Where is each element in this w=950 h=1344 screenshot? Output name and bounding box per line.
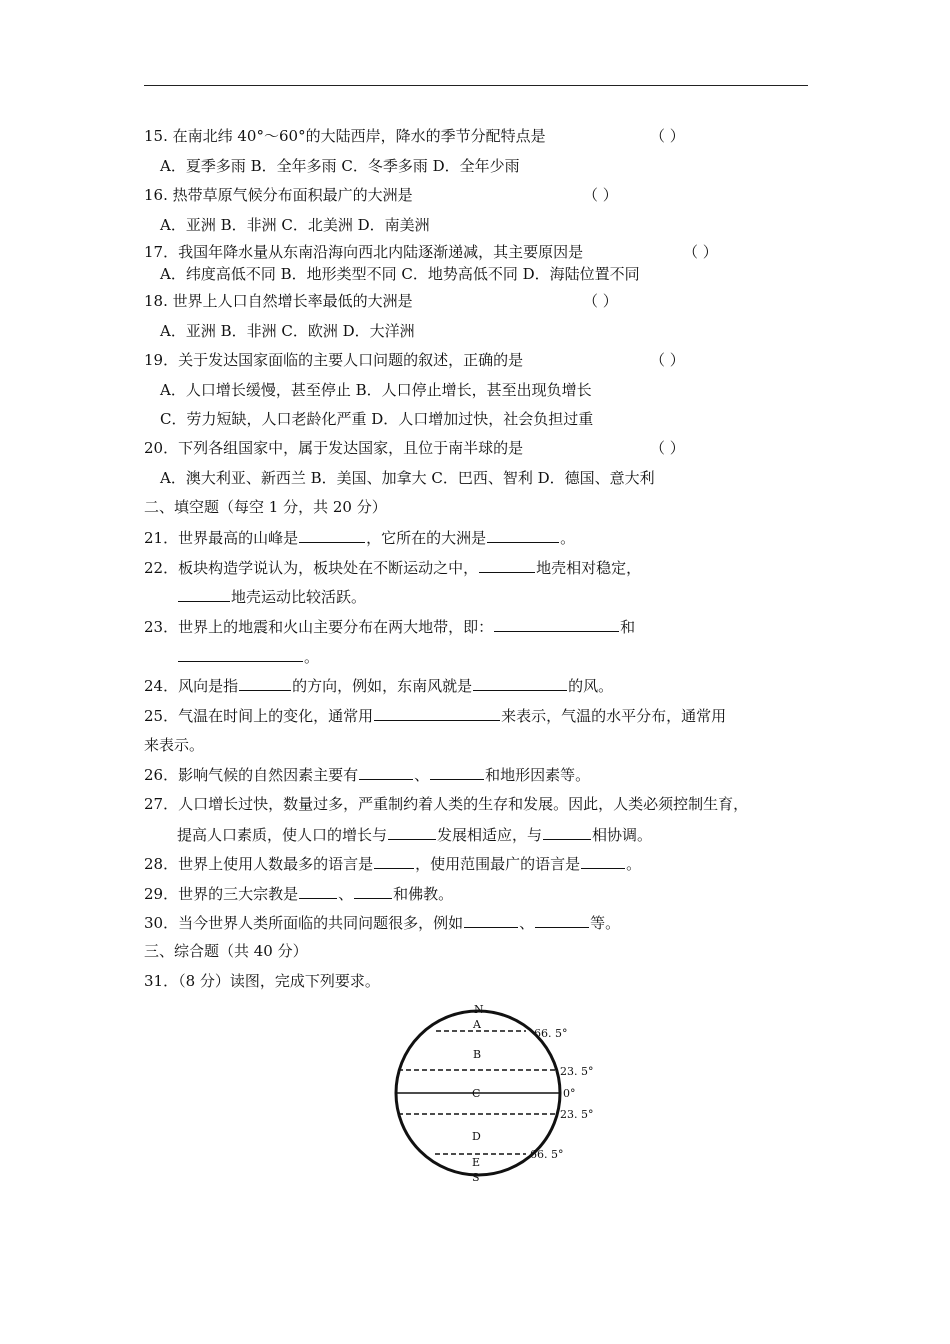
question-20-options: A．澳大利亚、新西兰 B．美国、加拿大 C．巴西、智利 D．德国、意大利 (160, 469, 655, 487)
blank[interactable] (473, 675, 567, 691)
question-31: 31．（8 分）读图，完成下列要求。 (144, 972, 380, 990)
answer-paren-15: （ ） (650, 127, 685, 145)
blank[interactable] (430, 764, 484, 780)
lat-label-66-5-n: 66. 5° (534, 1027, 568, 1040)
question-30: 30．当今世界人类所面临的共同问题很多，例如 、 等。 (144, 914, 621, 932)
blank[interactable] (374, 705, 500, 721)
question-21: 21．世界最高的山峰是 ，它所在的大洲是 。 (144, 529, 576, 547)
question-29: 29．世界的三大宗教是 、 和佛教。 (144, 885, 454, 903)
question-16-options: A．亚洲 B．非洲 C．北美洲 D．南美洲 (160, 216, 430, 234)
blank[interactable] (487, 527, 559, 543)
question-23-cont: 。 (177, 646, 319, 667)
blank[interactable] (299, 883, 337, 899)
question-16-stem: 16. 热带草原气候分布面积最广的大洲是 (144, 186, 413, 204)
question-18-options: A．亚洲 B．非洲 C．欧洲 D．大洋洲 (160, 322, 415, 340)
globe-latitude-diagram (380, 1000, 620, 1190)
blank[interactable] (374, 853, 414, 869)
question-28: 28．世界上使用人数最多的语言是 ，使用范围最广的语言是 。 (144, 855, 642, 873)
section-3-title: 三、综合题（共 40 分） (144, 942, 308, 960)
question-27: 27．人口增长过快，数量过多，严重制约着人类的生存和发展。因此，人类必须控制生育， (144, 795, 749, 813)
question-18-stem: 18. 世界上人口自然增长率最低的大洲是 (144, 292, 413, 310)
zone-c-label: C (472, 1087, 481, 1100)
lat-label-66-5-s: 66. 5° (530, 1148, 564, 1161)
question-19-stem: 19．关于发达国家面临的主要人口问题的叙述，正确的是 (144, 351, 524, 369)
blank[interactable] (178, 586, 230, 602)
zone-e-label: E (472, 1156, 481, 1169)
zone-a-label: A (473, 1018, 481, 1031)
question-24: 24．风向是指 的方向，例如，东南风就是 的风。 (144, 677, 614, 695)
blank[interactable] (299, 527, 365, 543)
zone-b-label: B (473, 1048, 482, 1061)
question-26: 26．影响气候的自然因素主要有 、 和地形因素等。 (144, 766, 591, 784)
answer-paren-16: （ ） (583, 186, 618, 204)
question-19-options-ab: A．人口增长缓慢，甚至停止 B．人口停止增长，甚至出现负增长 (160, 381, 592, 399)
header-rule (144, 85, 808, 86)
question-17-options: A．纬度高低不同 B．地形类型不同 C．地势高低不同 D．海陆位置不同 (160, 265, 640, 283)
blank[interactable] (354, 883, 392, 899)
question-20-stem: 20．下列各组国家中，属于发达国家，且位于南半球的是 (144, 439, 524, 457)
answer-paren-20: （ ） (650, 439, 685, 457)
blank[interactable] (464, 912, 518, 928)
question-19-options-cd: C．劳力短缺，人口老龄化严重 D．人口增加过快，社会负担过重 (160, 410, 594, 428)
north-label: N (474, 1003, 484, 1016)
blank[interactable] (535, 912, 589, 928)
question-25-cont: 来表示。 (144, 736, 205, 754)
answer-paren-19: （ ） (650, 351, 685, 369)
question-22: 22．板块构造学说认为，板块处在不断运动之中， 地壳相对稳定， (144, 559, 642, 577)
answer-paren-17: （ ） (683, 243, 718, 261)
question-22-cont: 地壳运动比较活跃。 (177, 586, 366, 607)
south-label: S (472, 1171, 480, 1184)
answer-paren-18: （ ） (583, 292, 618, 310)
blank[interactable] (359, 764, 413, 780)
question-15-stem: 15. 在南北纬 40°～60°的大陆西岸，降水的季节分配特点是 (144, 127, 546, 145)
zone-d-label: D (472, 1130, 481, 1143)
question-23: 23．世界上的地震和火山主要分布在两大地带，即： 和 (144, 618, 636, 636)
question-27-cont: 提高人口素质，使人口的增长与 发展相适应，与 相协调。 (177, 826, 653, 844)
blank[interactable] (239, 675, 291, 691)
lat-label-23-5-n: 23. 5° (560, 1065, 594, 1078)
question-25: 25．气温在时间上的变化，通常用 来表示，气温的水平分布，通常用 (144, 707, 727, 725)
section-2-title: 二、填空题（每空 1 分，共 20 分） (144, 498, 387, 516)
blank[interactable] (479, 557, 535, 573)
lat-label-23-5-s: 23. 5° (560, 1108, 594, 1121)
blank[interactable] (543, 824, 591, 840)
blank[interactable] (494, 616, 619, 632)
blank[interactable] (388, 824, 436, 840)
blank[interactable] (178, 646, 303, 662)
lat-label-0: 0° (563, 1087, 576, 1100)
blank[interactable] (581, 853, 625, 869)
question-15-options: A．夏季多雨 B．全年多雨 C．冬季多雨 D．全年少雨 (160, 157, 520, 175)
question-17-stem: 17．我国年降水量从东南沿海向西北内陆逐渐递减，其主要原因是 (144, 243, 584, 261)
